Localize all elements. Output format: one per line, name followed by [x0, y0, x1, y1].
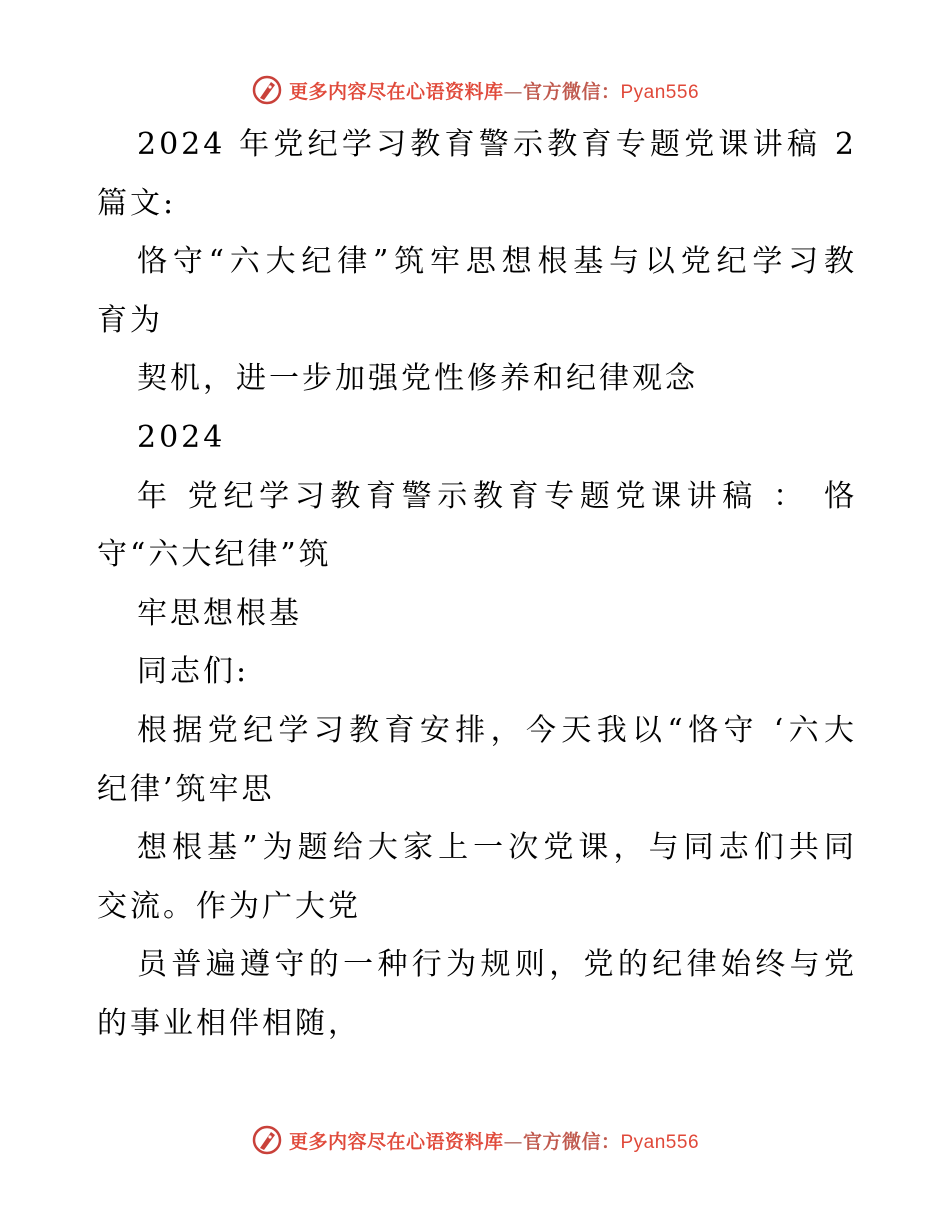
footer-banner-wechat-id: Pyan556	[620, 1131, 700, 1153]
banner-wechat-id: Pyan556	[620, 81, 700, 103]
text-line-subtitle-3: 契机，进一步加强党性修养和纪律观念	[137, 361, 698, 397]
text-line-paragraph-6: 的事业相伴相随，	[97, 1005, 361, 1041]
footer-banner-dash: —	[503, 1130, 523, 1153]
footer-banner-wechat-label: 官方微信：	[522, 1130, 621, 1153]
text-line-paragraph-2: 纪律’筑牢思	[97, 771, 275, 807]
text-line-salutation: 同志们:	[137, 654, 250, 690]
text-line-paragraph-3: 想根基”为题给大家上一次党课，与同志们共同	[137, 830, 857, 866]
text-line-title-1: 2024 年党纪学习教育警示教育专题党课讲稿 2	[137, 127, 857, 162]
text-line-subtitle-2: 育为	[97, 302, 163, 338]
banner-dash: —	[503, 80, 523, 103]
text-line-heading-1: 年 党纪学习教育警示教育专题党课讲稿 ： 恪	[137, 478, 857, 514]
text-line-subtitle-1: 恪守“六大纪律”筑牢思想根基与以党纪学习教	[137, 244, 857, 280]
document-body	[97, 116, 857, 1054]
text-line-heading-2: 守“六大纪律”筑	[97, 537, 332, 573]
text-line-year: 2024	[137, 419, 226, 455]
banner-main-text: 更多内容尽在心语资料库	[288, 80, 504, 103]
pen-nib-logo-icon	[251, 1124, 283, 1156]
footer-banner-main-text: 更多内容尽在心语资料库	[288, 1130, 504, 1153]
text-line-paragraph-1: 根据党纪学习教育安排，今天我以“恪守 ‘六大	[137, 712, 857, 748]
banner-wechat-label: 官方微信：	[522, 80, 621, 103]
text-line-title-2: 篇文:	[97, 185, 177, 221]
text-line-heading-3: 牢思想根基	[137, 595, 302, 631]
text-line-paragraph-4: 交流。作为广大党	[97, 888, 361, 924]
text-line-paragraph-5: 员普遍遵守的一种行为规则，党的纪律始终与党	[137, 947, 857, 983]
pen-nib-logo-icon	[251, 74, 283, 106]
banner-text	[289, 77, 699, 104]
header-banner	[0, 70, 950, 110]
footer-banner-text	[289, 1127, 699, 1154]
footer-banner	[0, 1120, 950, 1160]
